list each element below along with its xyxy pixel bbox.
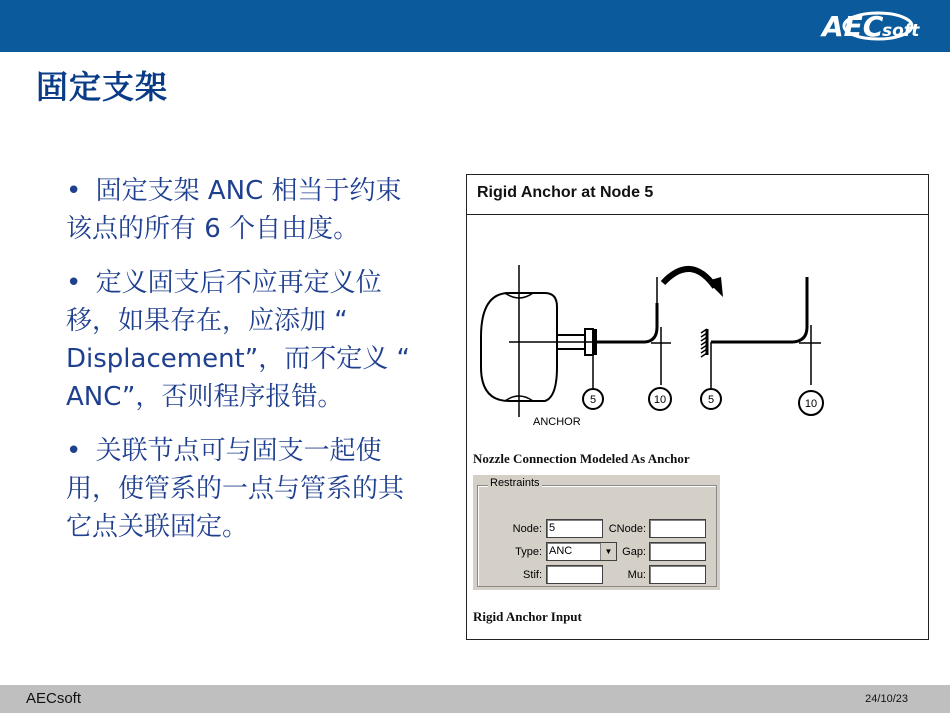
- svg-text:soft: soft: [882, 21, 920, 41]
- node-label-right-5: 5: [707, 394, 715, 406]
- anchor-label: ANCHOR: [533, 416, 581, 428]
- anchor-diagram: [475, 257, 835, 437]
- caption-nozzle: Nozzle Connection Modeled As Anchor: [473, 451, 690, 466]
- bullet-marker: •: [66, 268, 82, 298]
- node-field[interactable]: 5: [546, 519, 603, 538]
- footer-date: 24/10/23: [865, 693, 908, 705]
- group-title: Restraints: [490, 477, 540, 489]
- gap-label: Gap:: [622, 546, 646, 558]
- bullet-item: [66, 172, 422, 248]
- restraints-dialog: [473, 475, 720, 590]
- bullet-text: 固定支架 ANC 相当于约束该点的所有 6 个自由度。: [66, 176, 402, 244]
- svg-text:AEC: AEC: [822, 10, 884, 43]
- footer-bar: [0, 685, 950, 713]
- node-label-left-10: 10: [653, 394, 667, 406]
- bullet-marker: •: [66, 436, 82, 466]
- aecsoft-logo: [816, 2, 926, 50]
- type-label: Type:: [515, 546, 542, 558]
- stif-field[interactable]: [546, 565, 603, 584]
- bullet-item: [66, 432, 422, 546]
- caption-input: Rigid Anchor Input: [473, 609, 582, 624]
- bullet-text: 关联节点可与固支一起使用，使管系的一点与管系的其它点关联固定。: [66, 436, 405, 542]
- cnode-label: CNode:: [608, 523, 646, 535]
- page-title: 固定支架: [36, 68, 169, 106]
- footer-company: AECsoft: [26, 690, 82, 707]
- mu-label: Mu:: [627, 569, 646, 581]
- bullet-text: 定义固支后不应再定义位移，如果存在，应添加 “ Displacement”，而不定义 “ ANC”，否则程序报错。: [66, 268, 410, 412]
- node-label-right-10: 10: [804, 398, 818, 410]
- node-label-left-5: 5: [589, 394, 597, 406]
- cnode-field[interactable]: [649, 519, 706, 538]
- bullet-item: [66, 264, 422, 416]
- restraints-group: [477, 477, 717, 587]
- header-bar: [0, 0, 950, 52]
- figure-panel: [466, 174, 929, 640]
- bullet-list: [66, 172, 422, 562]
- type-value: ANC: [549, 545, 573, 557]
- gap-field[interactable]: [649, 542, 706, 561]
- chevron-down-icon[interactable]: ▼: [600, 543, 616, 560]
- node-label: Node:: [512, 523, 542, 535]
- mu-field[interactable]: [649, 565, 706, 584]
- bullet-marker: •: [66, 176, 82, 206]
- panel-heading: Rigid Anchor at Node 5: [467, 175, 928, 215]
- stif-label: Stif:: [523, 569, 542, 581]
